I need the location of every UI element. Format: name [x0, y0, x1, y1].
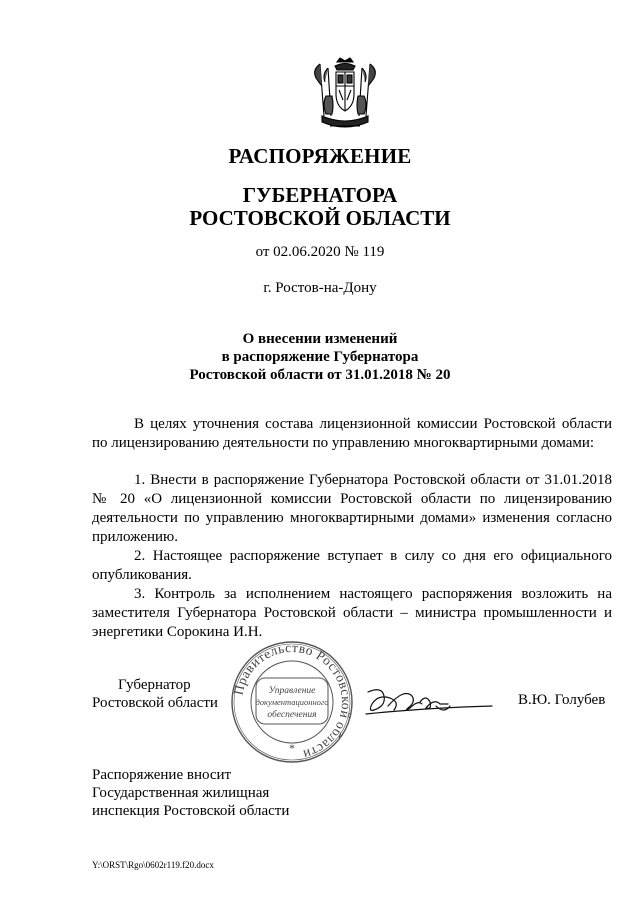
seal-ring-text: Правительство Ростовской области: [230, 640, 354, 763]
submitted-by-note: [92, 766, 289, 820]
document-subject: [0, 330, 640, 384]
seal-inner-line2: документационного: [255, 697, 329, 707]
coat-of-arms-icon: [310, 56, 380, 134]
authority-title-line2: РОСТОВСКОЙ ОБЛАСТИ: [189, 206, 451, 230]
subject-line: Ростовской области от 31.01.2018 № 20: [189, 367, 451, 383]
signer-position: [92, 676, 218, 712]
document-city: г. Ростов-на-Дону: [263, 280, 377, 296]
seal-inner-line1: Управление: [268, 686, 316, 696]
handwritten-signature: [364, 684, 496, 720]
intro-paragraph: [92, 415, 612, 453]
intro-text: В целях уточнения состава лицензионной комиссии Ростовской области по лицензированию деятельности по управлению многоквартирными домами:: [92, 416, 612, 451]
document-date-number: от 02.06.2020 № 119: [255, 244, 385, 260]
order-item-1: 1. Внести в распоряжение Губернатора Ростовской области от 31.01.2018 № 20 «О лицензионной комиссии Ростовской области по лицензированию деятельности по управлению многоквартирными домами» изменения согласно приложению.: [92, 472, 612, 545]
submitted-by-line2: Государственная жилищная: [92, 785, 270, 801]
submitted-by-line1: Распоряжение вносит: [92, 767, 232, 783]
authority-title-line1: ГУБЕРНАТОРА: [242, 183, 398, 207]
file-path: Y:\ORST\Rgo\0602r119.f20.docx: [92, 860, 214, 870]
document-type-title: РАСПОРЯЖЕНИЕ: [228, 144, 412, 168]
order-item-2: 2. Настоящее распоряжение вступает в силу со дня его официального опубликования.: [92, 548, 612, 583]
subject-line: О внесении изменений: [242, 331, 398, 347]
signer-name: В.Ю. Голубев: [518, 692, 606, 708]
order-item-3: 3. Контроль за исполнением настоящего распоряжения возложить на заместителя Губернатора Ростовской области – министра промышленности и энергетики Сорокина И.Н.: [92, 586, 612, 640]
seal-inner-line3: обеспечения: [267, 710, 317, 720]
seal-star: *: [289, 741, 295, 755]
order-items: [92, 471, 612, 642]
subject-line: в распоряжение Губернатора: [221, 349, 419, 365]
submitted-by-line3: инспекция Ростовской области: [92, 803, 290, 819]
official-seal-stamp: [230, 640, 354, 764]
signer-position-line2: Ростовской области: [92, 695, 218, 711]
signer-position-line1: Губернатор: [118, 677, 191, 693]
